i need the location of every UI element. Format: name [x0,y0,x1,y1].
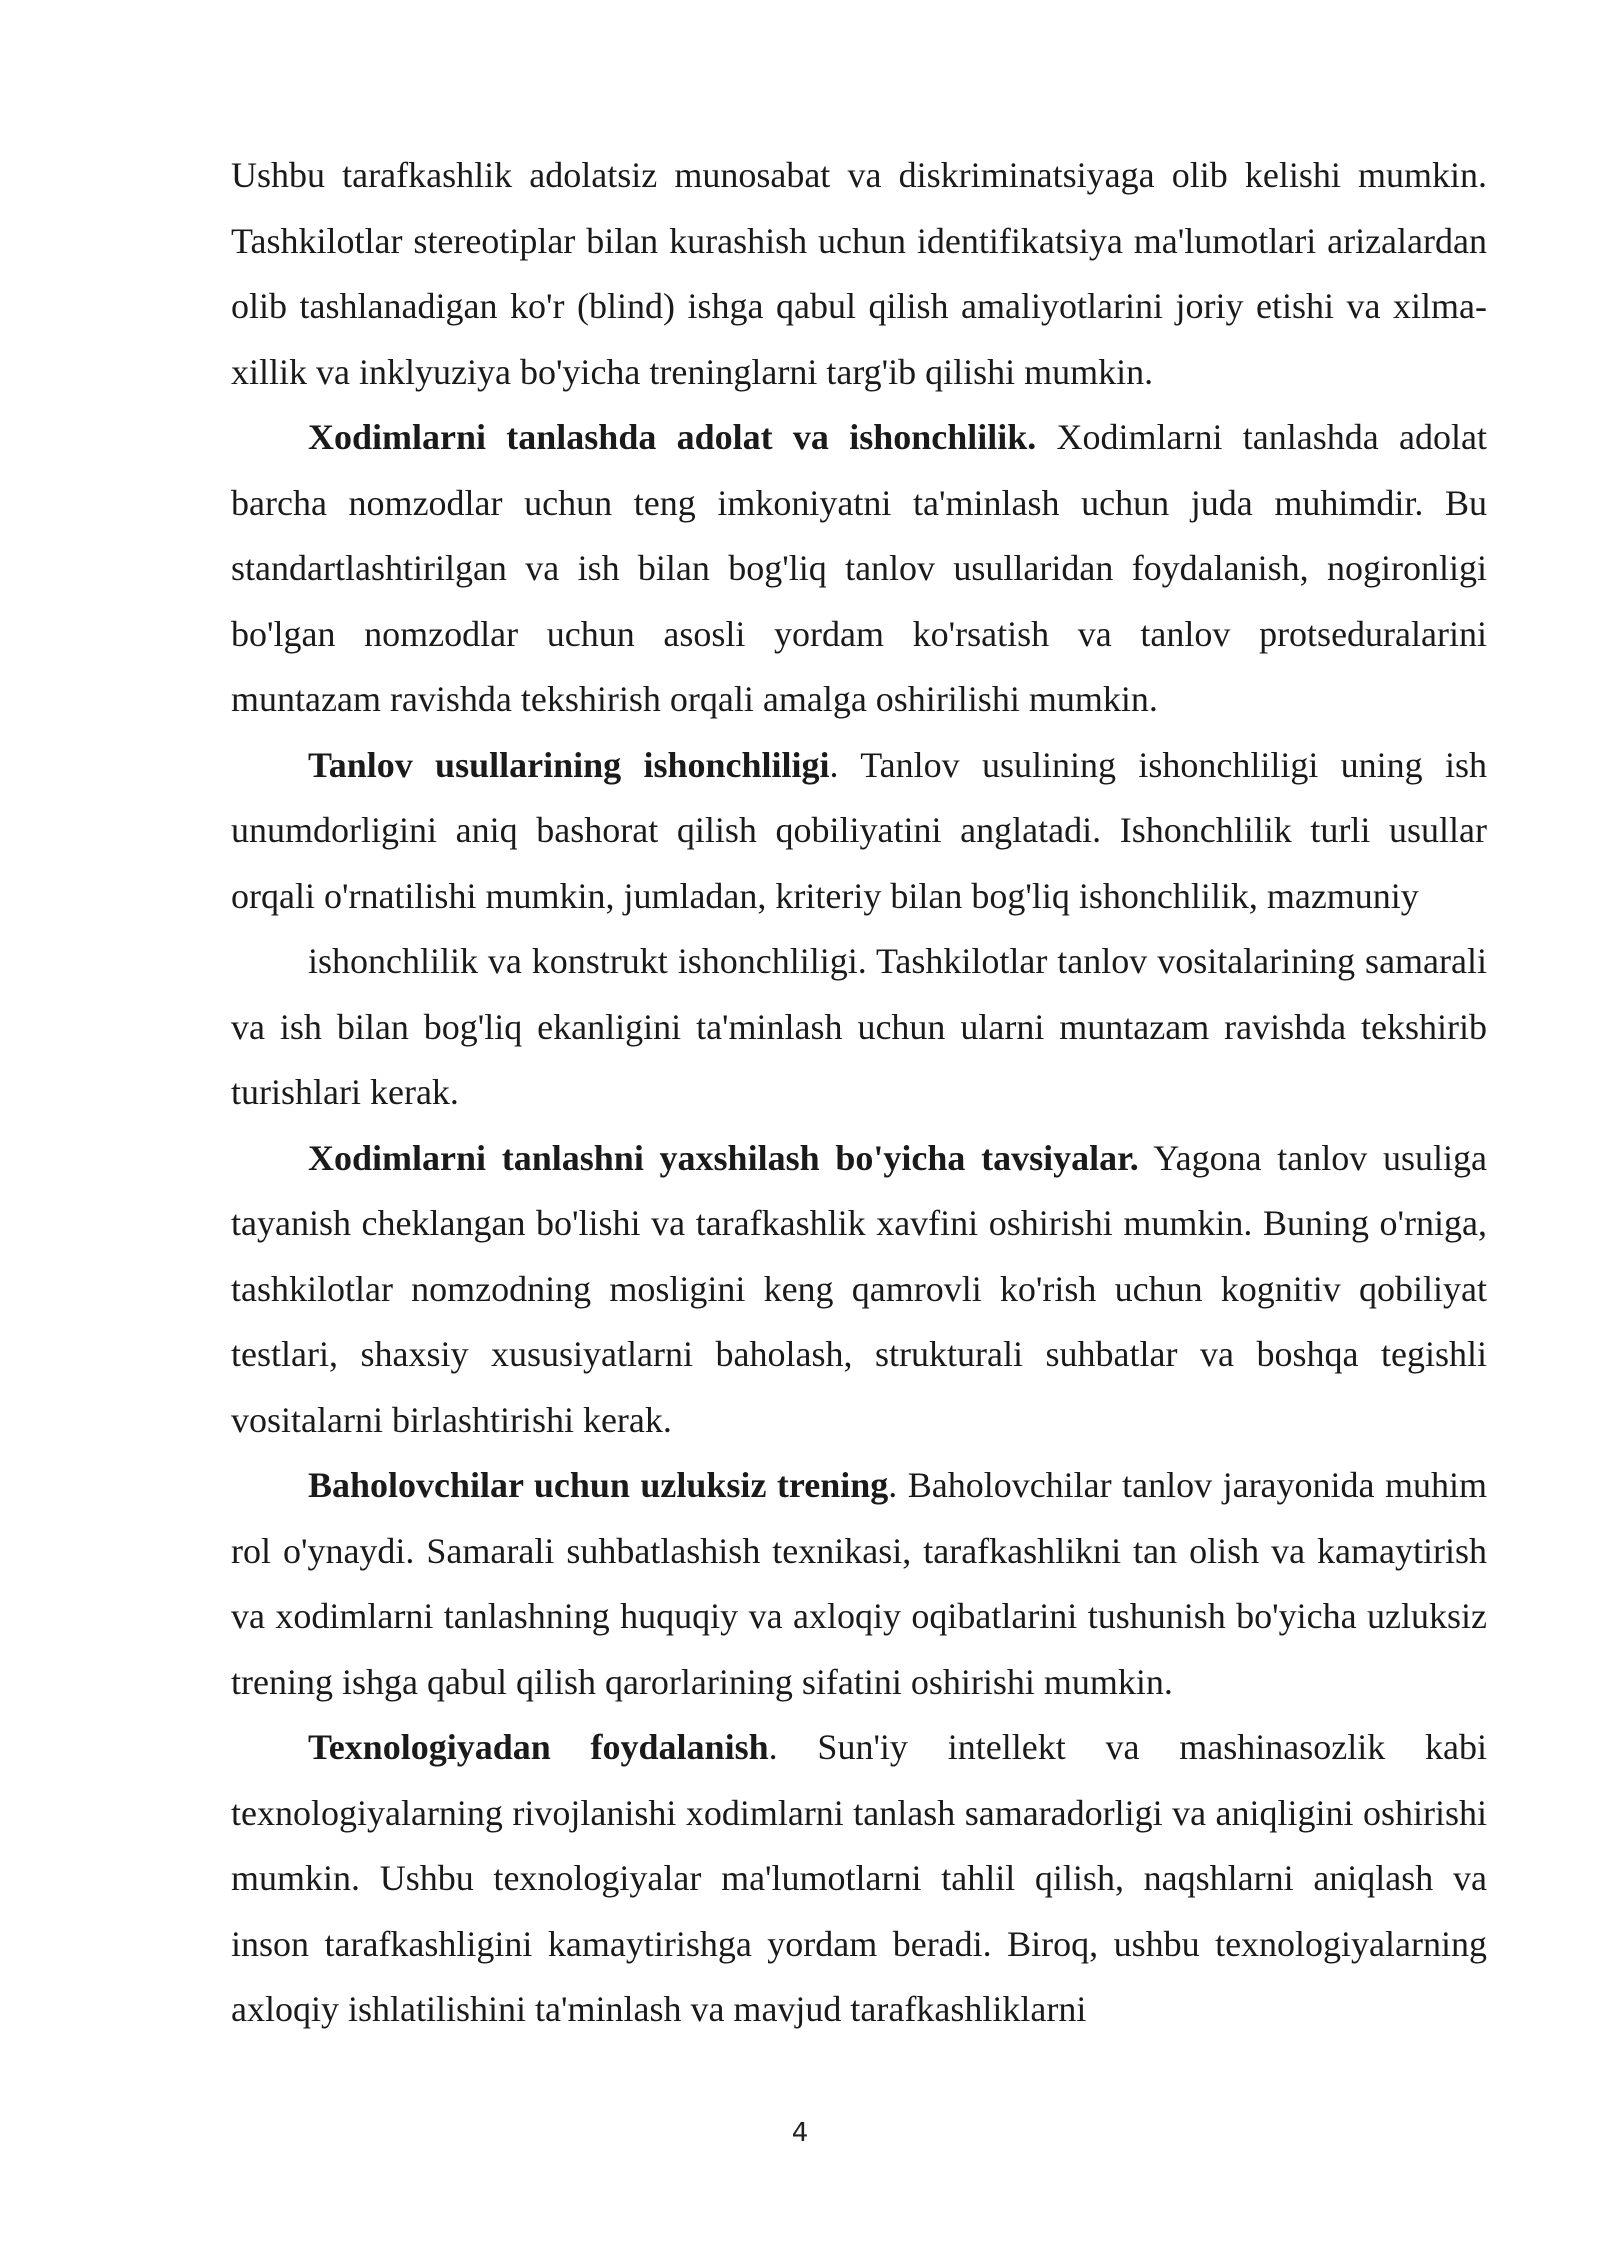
paragraph-technology [231,1715,1487,2043]
paragraph-text: . Sun'iy intellekt va mashinasozlik kabi texnologiyalarning rivojlanishi xodimlarni tanlash samaradorligi va aniqligini oshirishi mumkin. Ushbu texnologiyalar ma'lumotlarni tahlil qilish, naqshlarni aniqlash va inson tarafkashligini kamaytirishga yordam beradi. Biroq, ushbu texnologiyalarning axloqiy ishlatilishini ta'minlash va mavjud tarafkashliklarni [231,1727,1487,2029]
paragraph-reliability [231,733,1487,930]
paragraph-text: Xodimlarni tanlashda adolat barcha nomzodlar uchun teng imkoniyatni ta'minlash uchun juda muhimdir. Bu standartlashtirilgan va ish bilan bog'liq tanlov usullaridan foydalanish, nogironligi bo'lgan nomzodlar uchun asosli yordam ko'rsatish va tanlov protseduralarini muntazam ravishda tekshirish orqali amalga oshirilishi mumkin. [231,417,1487,719]
paragraph-text: . Baholovchilar tanlov jarayonida muhim rol o'ynaydi. Samarali suhbatlashish texnikasi, tarafkashlikni tan olish va kamaytirish va xodimlarni tanlashning huquqiy va axloqiy oqibatlarini tushunish bo'yicha uzluksiz trening ishga qabul qilish qarorlarining sifatini oshirishi mumkin. [231,1465,1487,1702]
paragraph-text: Ushbu tarafkashlik adolatsiz munosabat va diskriminatsiyaga olib kelishi mumkin. Tashkilotlar stereotiplar bilan kurashish uchun identifikatsiya ma'lumotlari arizalardan olib tashlanadigan ko'r (blind) ishga qabul qilish amaliyotlarini joriy etishi va xilma-xillik va inklyuziya bo'yicha treninglarni targ'ib qilishi mumkin. [231,155,1487,392]
paragraph-heading: Xodimlarni tanlashda adolat va ishonchlilik. [308,417,1037,457]
paragraph-heading: Texnologiyadan foydalanish [308,1727,769,1767]
paragraph-text: Yagona tanlov usuliga tayanish cheklangan bo'lishi va tarafkashlik xavfini oshirishi mumkin. Buning o'rniga, tashkilotlar nomzodning mosligini keng qamrovli ko'rish uchun kognitiv qobiliyat testlari, shaxsiy xususiyatlarni baholash, strukturali suhbatlar va boshqa tegishli vositalarni birlashtirishi kerak. [231,1137,1487,1440]
paragraph-text: . Tanlov usulining ishonchliligi uning ish unumdorligini aniq bashorat qilish qobiliyatini anglatadi. Ishonchlilik turli usullar orqali o'rnatilishi mumkin, jumladan, kriteriy bilan bog'liq ishonchlilik, mazmuniy [231,744,1487,916]
paragraph-reliability-continued [231,929,1487,1126]
paragraph-recommendations [231,1126,1487,1454]
paragraph-heading: Xodimlarni tanlashni yaxshilash bo'yicha tavsiyalar. [308,1137,1139,1178]
page-number: 4 [791,2118,809,2148]
paragraph-text: ishonchlilik va konstrukt ishonchliligi. Tashkilotlar tanlov vositalarining samarali va ish bilan bog'liq ekanligini ta'minlash uchun ularni muntazam ravishda tekshirib turishlari kerak. [231,941,1487,1112]
paragraph-intro [231,143,1487,405]
paragraph-heading: Tanlov usullarining ishonchliligi [308,744,830,785]
paragraph-heading: Baholovchilar uchun uzluksiz trening [308,1465,889,1505]
page-body [231,143,1487,2043]
paragraph-training [231,1453,1487,1715]
paragraph-fairness [231,405,1487,733]
